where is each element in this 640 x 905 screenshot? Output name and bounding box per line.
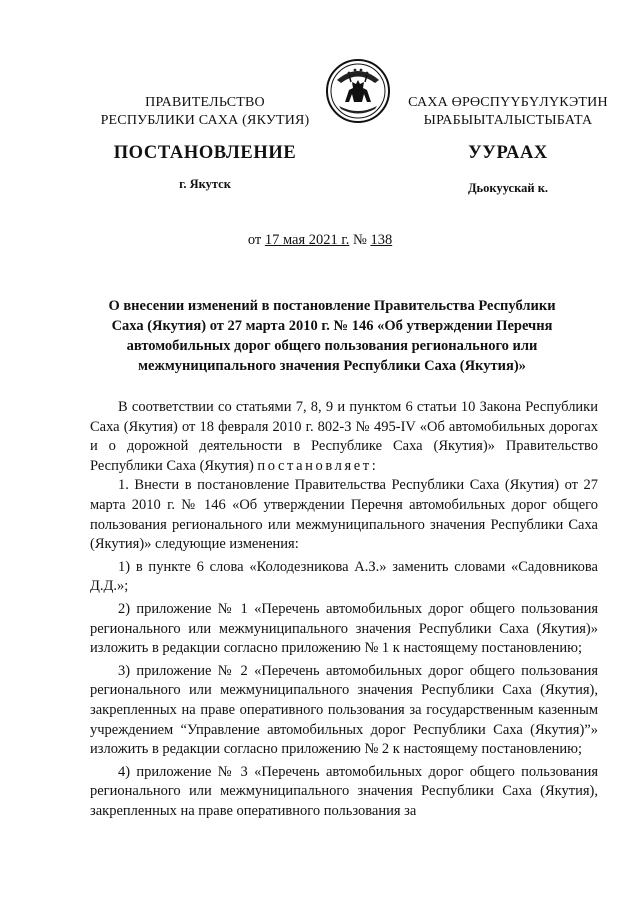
- doc-type-sakha: УУРААХ: [468, 143, 548, 163]
- city-sakha: Дьокуускай к.: [467, 181, 549, 195]
- government-name-sakha-line1: САХА ӨРӨСПҮҮБҮЛҮКЭТИН: [408, 95, 608, 110]
- item-1-paragraph: 1. Внести в постановление Правительства Республики Саха (Якутия) от 27 марта 2010 г. № 146 «Об утверждении Перечня автомобильных дорог общего пользования регионального или межмуниципального значения Республики Саха (Якутия)» следующие изменения:: [90, 477, 598, 553]
- document-heading: О внесении изменений в постановление Правительства Республики Саха (Якутия) от 27 марта 2010 г. № 146 «Об утверждении Перечня автомобильных дорог общего пользования регионального или межмуниципального значения Республики Саха (Якутия)»: [108, 298, 556, 374]
- document-body: [90, 398, 598, 821]
- subitem-4-paragraph: 4) приложение № 3 «Перечень автомобильных дорог общего пользования регионального или межмуниципального значения Республики Саха (Якутия), закрепленных на праве оперативного пользования за: [90, 763, 598, 819]
- subitem-3-paragraph: 3) приложение № 2 «Перечень автомобильных дорог общего пользования регионального или межмуниципального значения Республики Саха (Якутия), закрепленных на праве оперативного пользования за государственным казенным учреждением “Управление автомобильных дорог Республики Саха (Якутия)”» изложить в редакции согласно приложению № 2 к настоящему постановлению;: [90, 662, 598, 758]
- date-prefix: от: [247, 232, 265, 248]
- document-date: 17 мая 2021 г.: [264, 232, 350, 248]
- subitem-1-paragraph: 1) в пункте 6 слова «Колодезникова А.З.» заменить словами «Садовникова Д.Д.»;: [90, 558, 598, 595]
- date-number-line: [0, 232, 640, 249]
- intro-text: В соответствии со статьями 7, 8, 9 и пунктом 6 статьи 10 Закона Республики Саха (Якутия) от 18 февраля 2010 г. 802-З № 495-IV «Об автомобильных дорогах и о дорожной деятельности в Республике Саха (Якутия)» Правительство Республики Саха (Якутия): [90, 399, 598, 474]
- government-name-ru-line1: ПРАВИТЕЛЬСТВО: [145, 95, 265, 110]
- doc-type-ru: ПОСТАНОВЛЕНИЕ: [113, 143, 297, 163]
- coat-of-arms-emblem-icon: [325, 58, 391, 124]
- intro-paragraph: [90, 398, 598, 476]
- government-name-ru-line2: РЕСПУБЛИКИ САХА (ЯКУТИЯ): [100, 113, 310, 128]
- decree-word: постановляет:: [257, 457, 379, 474]
- city-ru: г. Якутск: [179, 177, 231, 191]
- number-sign: №: [349, 232, 371, 248]
- document-number: 138: [370, 232, 393, 248]
- subitem-2-paragraph: 2) приложение № 1 «Перечень автомобильных дорог общего пользования регионального или межмуниципального значения Республики Саха (Якутия)» изложить в редакции согласно приложению № 1 к настоящему постановлению;: [90, 600, 598, 657]
- government-name-sakha: [392, 94, 624, 130]
- government-name-ru: [100, 94, 310, 130]
- government-name-sakha-line2: ЫРАБЫЫТАЛЫСТЫБАТА: [423, 113, 593, 128]
